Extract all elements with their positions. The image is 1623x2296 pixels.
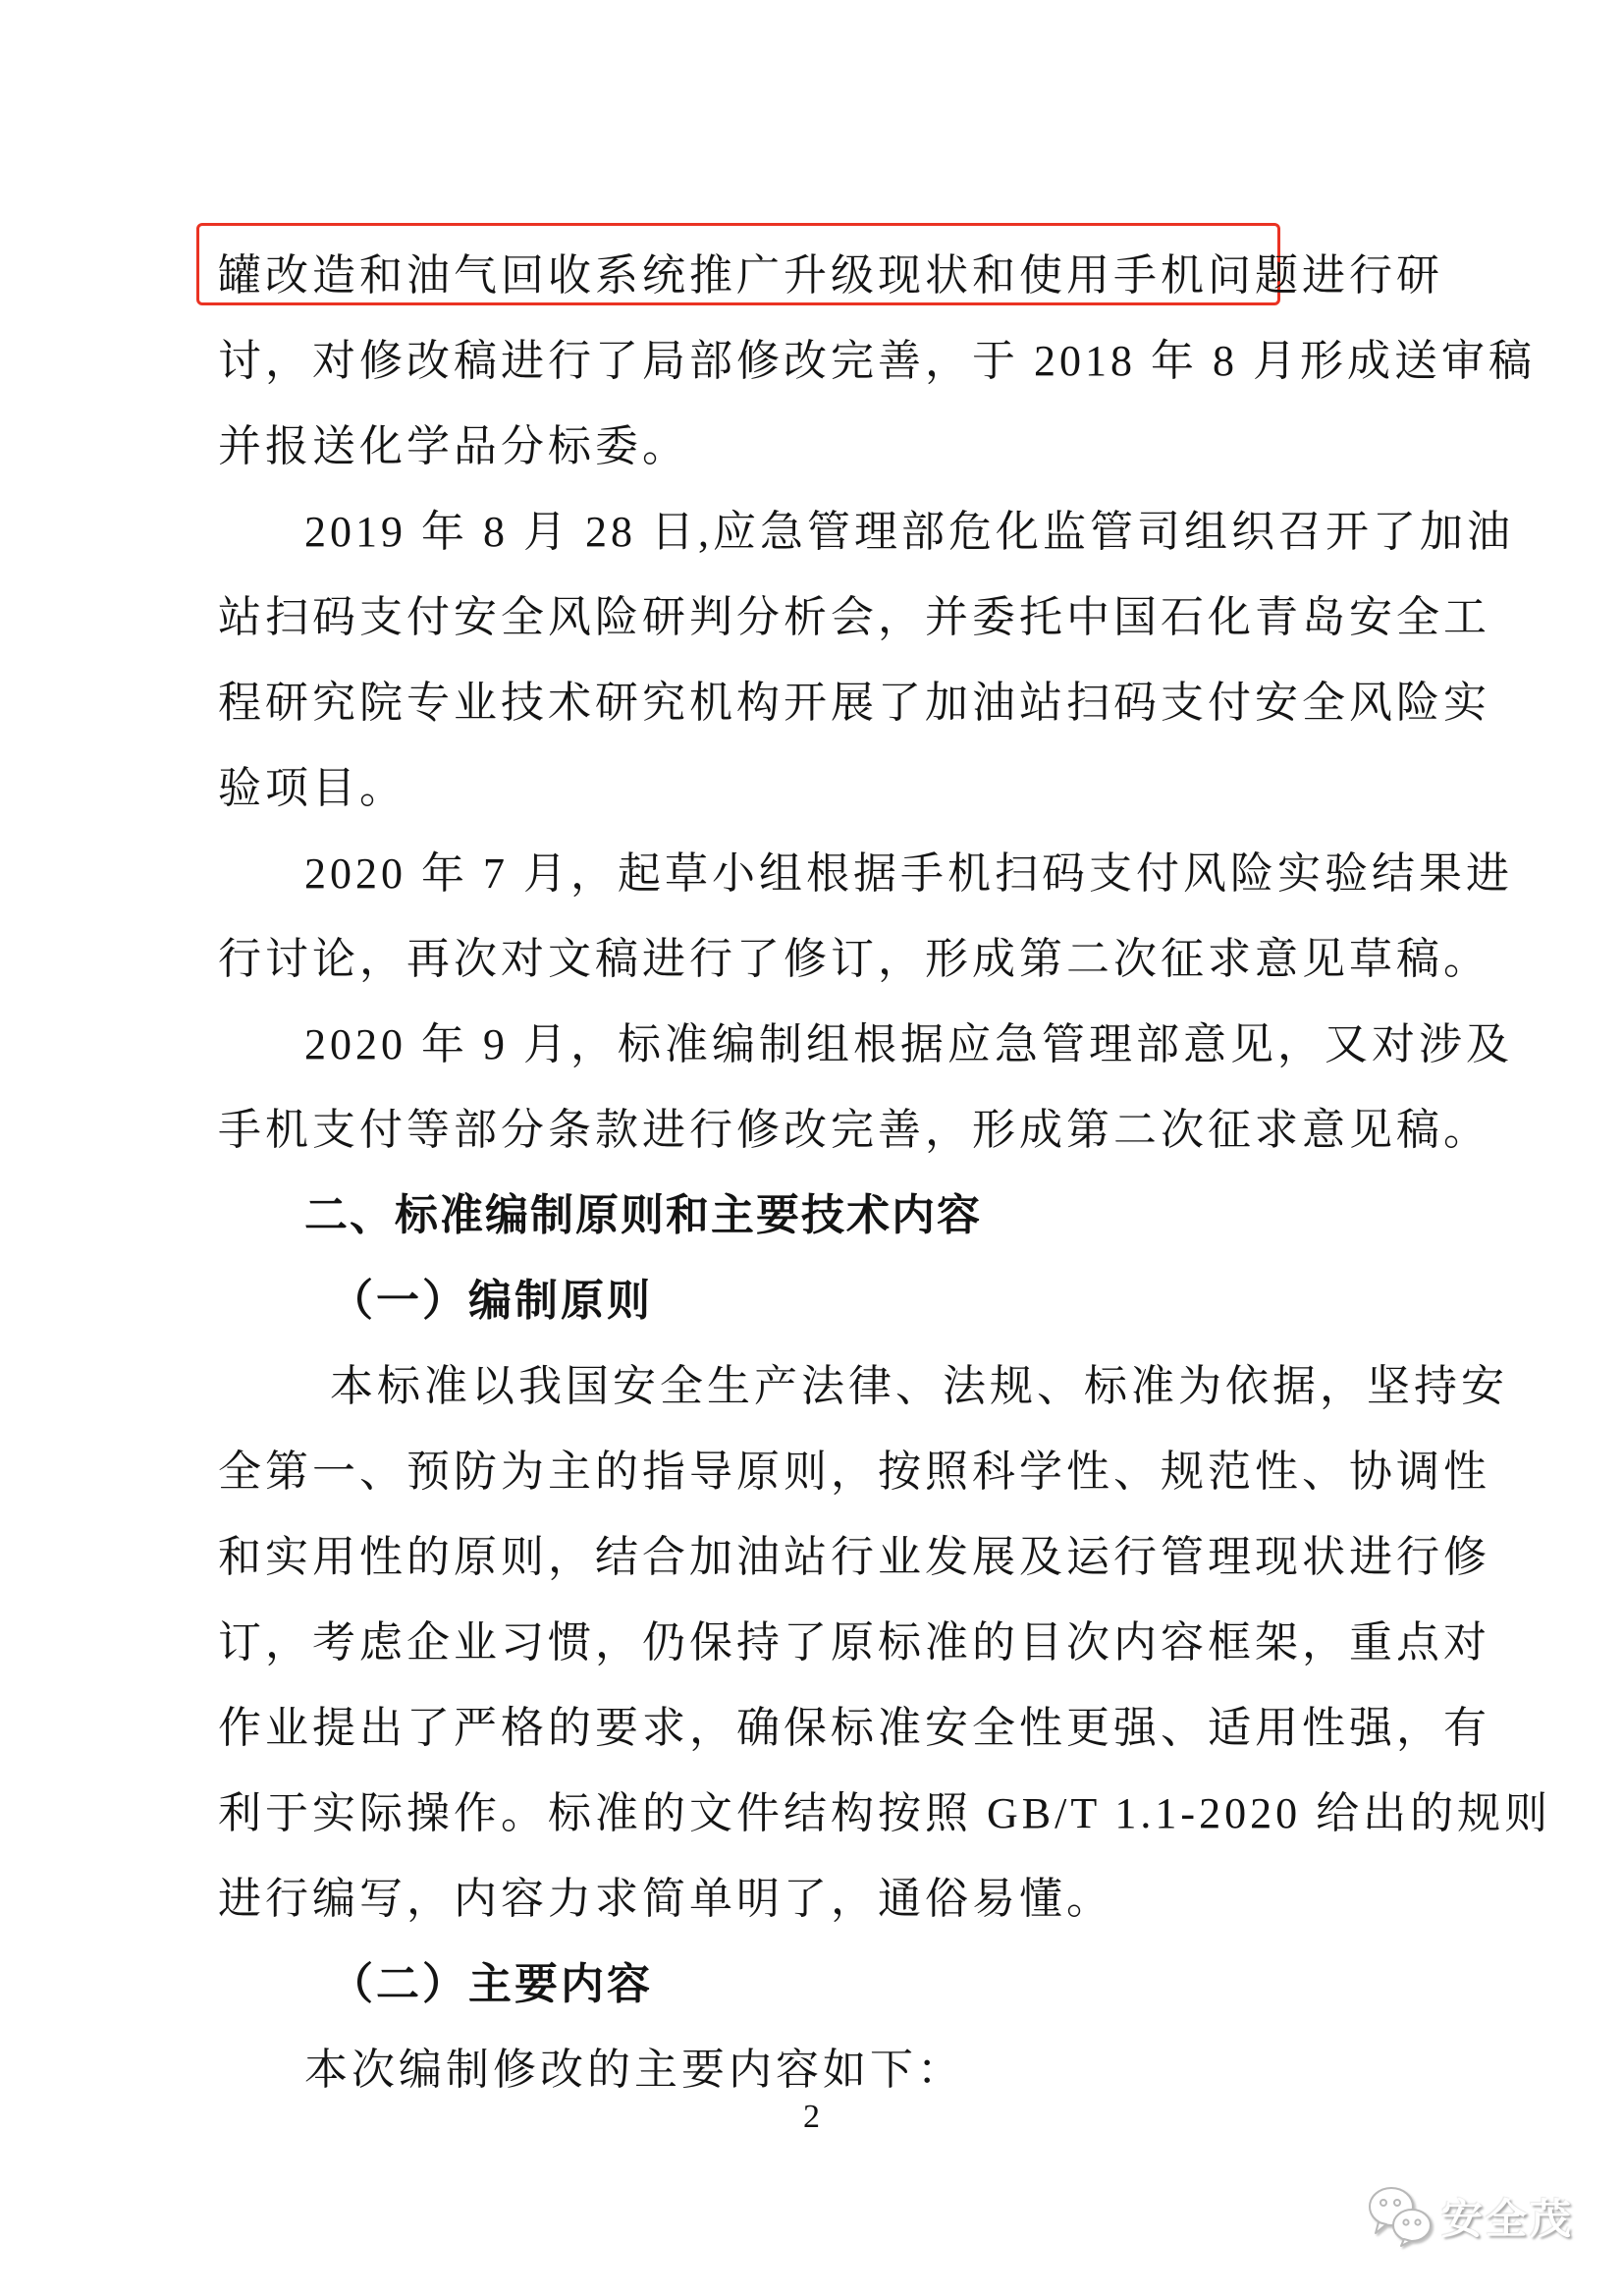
text-line: 手机支付等部分条款进行修改完善，形成第二次征求意见稿。: [218, 1106, 1490, 1154]
text-line: 全第一、预防为主的指导原则，按照科学性、规范性、协调性: [218, 1448, 1490, 1496]
watermark: [1367, 2186, 1574, 2247]
text-line: 程研究院专业技术研究机构开展了加油站扫码支付安全风险实: [218, 679, 1490, 727]
text-line: 2019 年 8 月 28 日,应急管理部危化监管司组织召开了加油: [304, 508, 1514, 556]
text-line: 订，考虑企业习惯，仍保持了原标准的目次内容框架，重点对: [218, 1618, 1490, 1667]
text-line: 和实用性的原则，结合加油站行业发展及运行管理现状进行修: [218, 1533, 1490, 1581]
text-line: 进行编写，内容力求简单明了，通俗易懂。: [218, 1875, 1113, 1923]
section-heading: 二、标准编制原则和主要技术内容: [304, 1191, 982, 1239]
page-number: 2: [803, 2099, 820, 2135]
text-line: 验项目。: [218, 764, 406, 812]
text-line: 2020 年 9 月，标准编制组根据应急管理部意见，又对涉及: [304, 1020, 1513, 1068]
subsection-heading: （二）主要内容: [330, 1960, 653, 2008]
text-line: 本标准以我国安全生产法律、法规、标准为依据，坚持安: [330, 1362, 1508, 1410]
text-line: 行讨论，再次对文稿进行了修订，形成第二次征求意见草稿。: [218, 935, 1490, 983]
text-line: 作业提出了严格的要求，确保标准安全性更强、适用性强，有: [218, 1704, 1490, 1752]
text-line: 2020 年 7 月，起草小组根据手机扫码支付风险实验结果进: [304, 849, 1513, 898]
text-line: 并报送化学品分标委。: [218, 422, 689, 470]
text-line: 利于实际操作。标准的文件结构按照 GB/T 1.1-2020 给出的规则: [218, 1789, 1552, 1837]
subsection-heading: （一）编制原则: [330, 1277, 653, 1325]
document-body: [218, 233, 1552, 2112]
text-line: 站扫码支付安全风险研判分析会，并委托中国石化青岛安全工: [218, 593, 1490, 641]
watermark-label: 安全茂: [1441, 2196, 1575, 2242]
wechat-icon: [1367, 2186, 1434, 2247]
text-line: 本次编制修改的主要内容如下：: [304, 2046, 964, 2094]
text-line: 讨，对修改稿进行了局部修改完善，于 2018 年 8 月形成送审稿: [218, 337, 1536, 385]
text-line: 罐改造和油气回收系统推广升级现状和使用手机问题进行研: [218, 251, 1443, 300]
